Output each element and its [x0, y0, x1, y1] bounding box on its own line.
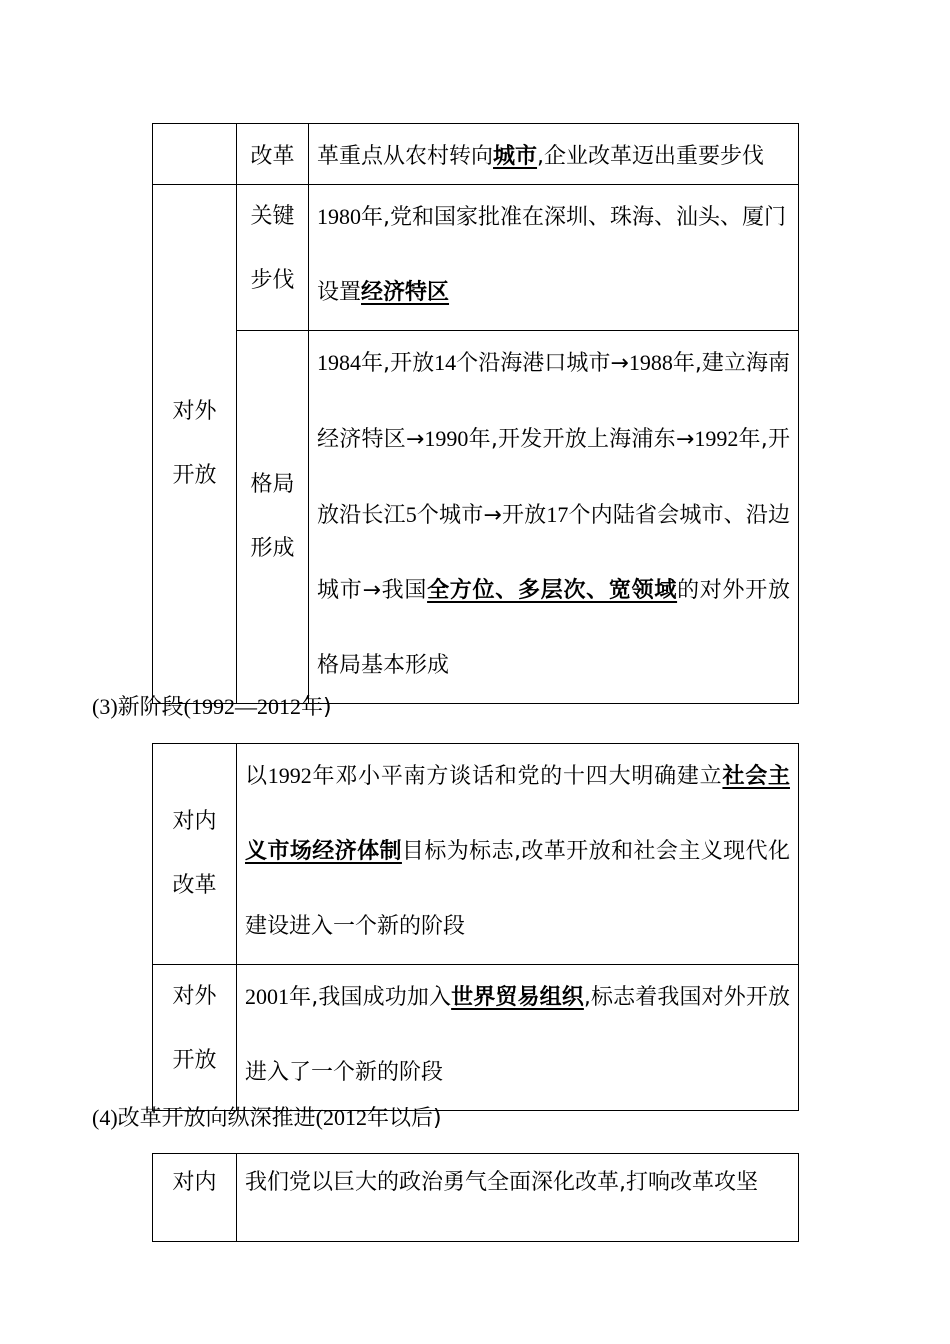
deepening-text-cell: 我们党以巨大的政治勇气全面深化改革,打响改革攻坚 — [237, 1154, 799, 1242]
table-reform-opening — [152, 123, 799, 704]
label-inner: 对内 — [153, 1154, 237, 1242]
section-heading-4: (4)改革开放向纵深推进(2012年以后) — [92, 1105, 442, 1131]
table-row — [153, 744, 799, 965]
sub-label-pattern: 格局 形成 — [237, 331, 309, 704]
table-deepening — [152, 1153, 799, 1242]
highlight-keyword: 社会主义市场经济体制 — [245, 764, 790, 864]
highlight-keyword: 世界贸易组织 — [451, 985, 584, 1010]
key-step-text-cell: 1980年,党和国家批准在深圳、珠海、汕头、厦门设置经济特区 — [309, 185, 799, 331]
reform-text-cell: 革重点从农村转向城市,企业改革迈出重要步伐 — [309, 124, 799, 185]
label-inner-reform: 对内 改革 — [153, 744, 237, 965]
pattern-text-cell: 1984年,开放14个沿海港口城市→1988年,建立海南经济特区→1990年,开发开放上海浦东→1992年,开放沿长江5个城市→开放17个内陆省会城市、沿边城市→我国全方位、多层次、宽领域的对外开放格局基本形成 — [309, 331, 799, 704]
table-row — [153, 185, 799, 331]
table-cell-empty — [153, 124, 237, 185]
highlight-keyword: 经济特区 — [361, 280, 450, 305]
highlight-keyword: 全方位、多层次、宽领域 — [427, 578, 678, 603]
inner-reform-text-cell: 以1992年邓小平南方谈话和党的十四大明确建立社会主义市场经济体制目标为标志,改革开放和社会主义现代化建设进入一个新的阶段 — [237, 744, 799, 965]
highlight-keyword: 城市 — [493, 143, 538, 169]
section-heading-3: (3)新阶段(1992—2012年) — [92, 694, 332, 720]
sub-label-key-step: 关键 步伐 — [237, 185, 309, 331]
table-new-stage — [152, 743, 799, 1111]
label-outer-opening: 对外 开放 — [153, 965, 237, 1111]
table-row — [153, 1154, 799, 1242]
table-row — [153, 965, 799, 1111]
table-row — [153, 331, 799, 704]
label-opening: 对外 开放 — [153, 185, 237, 704]
outer-opening-text-cell: 2001年,我国成功加入世界贸易组织,标志着我国对外开放进入了一个新的阶段 — [237, 965, 799, 1111]
sub-label-reform: 改革 — [237, 124, 309, 185]
